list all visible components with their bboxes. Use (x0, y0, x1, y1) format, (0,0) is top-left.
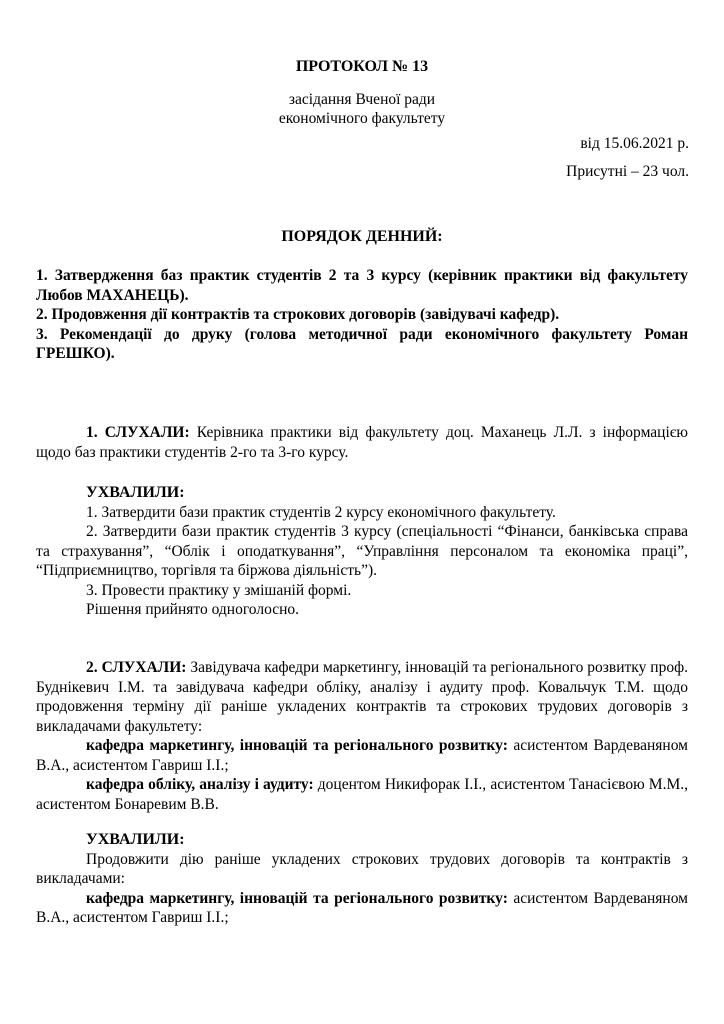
dept-marketing-staff: асистентом Вардеваняном В.А., асистентом Гавриш І.І.; (36, 889, 688, 926)
attendance-count: Присутні – 23 чол. (566, 163, 689, 180)
agenda-item: 3. Рекомендації до друку (голова методичної ради економічного факультету Роман ГРЕШКО). (36, 325, 688, 362)
section1-decision-item: 3. Провести практику у змішаній формі. (86, 581, 352, 599)
section2-heard (36, 658, 688, 814)
section2-decided-text: Продовжити дію раніше укладених строкових трудових договорів та контрактів з викладачами: (36, 850, 688, 887)
section2-heard-label: 2. СЛУХАЛИ: (86, 659, 187, 676)
dept-marketing-name: кафедра маркетингу, інновацій та регіонального розвитку: (86, 737, 508, 754)
section1-decisions (36, 483, 688, 620)
agenda-list (36, 266, 688, 364)
protocol-subtitle-line1: засідання Вченої ради (288, 91, 436, 108)
dept-marketing-name: кафедра маркетингу, інновацій та регіонального розвитку: (86, 889, 508, 907)
section1-decision-item: 2. Затвердити бази практик студентів 3 курсу (спеціальності “Фінанси, банківська справа та страхування”, “Облік і оподаткування”, “Управління персоналом та економіка праці”, “Підприємництво, торгівля та біржова діяльність”). (36, 523, 688, 579)
section1-decided-label: УХВАЛИЛИ: (86, 484, 185, 501)
agenda-item: 2. Продовження дії контрактів та строкових договорів (завідувачі кафедр). (36, 306, 560, 323)
dept-marketing-staff: асистентом Вардеваняном В.А., асистентом Гавриш І.І.; (36, 737, 688, 774)
protocol-subtitle-line2: економічного факультету (278, 110, 446, 127)
protocol-title: ПРОТОКОЛ № 13 (295, 58, 429, 75)
protocol-date: від 15.06.2021 р. (580, 135, 689, 152)
dept-accounting-name: кафедра обліку, аналізу і аудиту: (86, 776, 314, 793)
section1-heard (36, 423, 688, 462)
section2-decided-label: УХВАЛИЛИ: (86, 831, 185, 848)
section1-heard-label: 1. СЛУХАЛИ: (86, 424, 190, 441)
section2-decisions (36, 830, 688, 928)
dept-accounting-staff: доцентом Никифорак І.І., асистентом Танасієвою М.М., асистентом Бонаревим В.В. (36, 776, 688, 813)
section2-heard-text: Завідувача кафедри маркетингу, інновацій та регіонального розвитку проф. Буднікевич І.М. та завідувача кафедри обліку, аналізу і аудиту проф. Ковальчук Т.М. щодо продовження терміну дії раніше укладених контрактів та строкових трудових договорів з викладачами факультету: (36, 659, 688, 735)
section1-heard-text: Керівника практики від факультету доц. Маханець Л.Л. з інформацією щодо баз практики студентів 2-го та 3-го курсу. (36, 424, 688, 461)
agenda-title: ПОРЯДОК ДЕННИЙ: (281, 228, 443, 245)
agenda-item: 1. Затвердження баз практик студентів 2 та 3 курсу (керівник практики від факультету Любов МАХАНЕЦЬ). (36, 267, 688, 304)
section1-decision-result: Рішення прийнято одноголосно. (86, 601, 300, 618)
section1-decision-item: 1. Затвердити бази практик студентів 2 курсу економічного факультету. (86, 503, 556, 521)
